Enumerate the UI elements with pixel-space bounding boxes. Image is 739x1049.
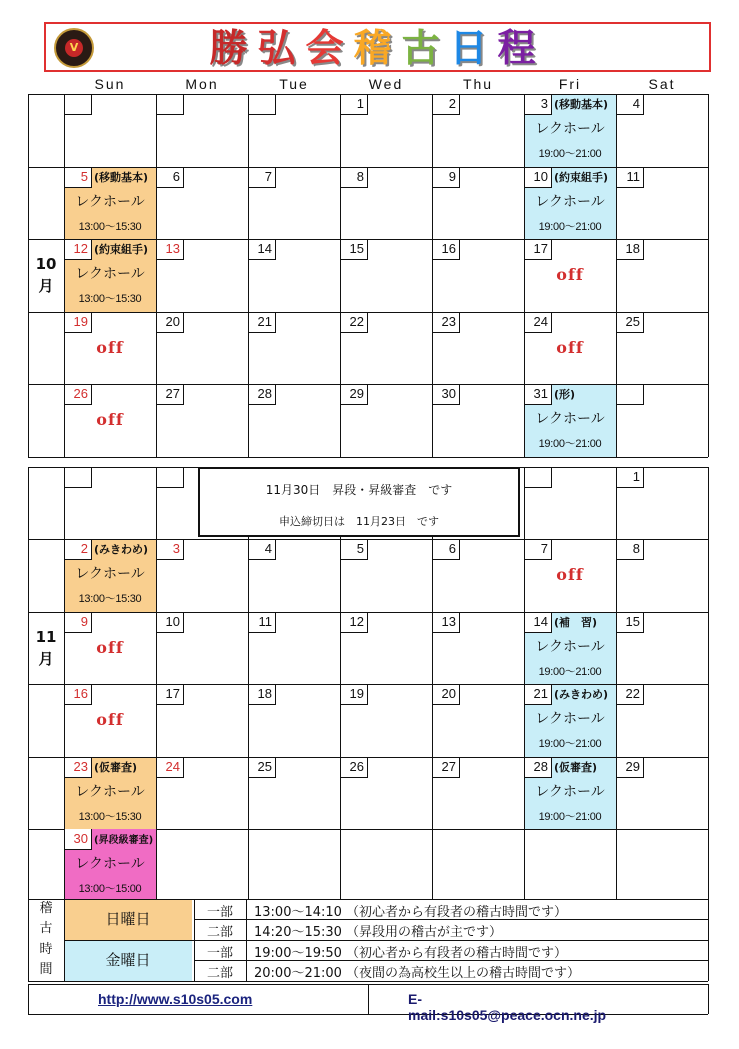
off-label: off [96,637,124,657]
day-number [64,467,92,488]
practice-time: 19:00～21:00 [538,438,602,450]
schedule-time-text: 20:00～21:00 （夜間の為高校生以上の稽古時間です） [254,966,581,981]
practice-location: レクホール [535,783,605,800]
day-number: 5 [64,167,92,188]
day-number: 27 [432,757,460,778]
grid-vline [64,829,65,899]
day-cell [248,539,340,612]
practice-topic: (形) [554,388,576,401]
grid-hline [194,960,708,961]
day-cell [64,94,156,167]
day-number: 20 [156,312,184,333]
grid-vline [432,94,433,457]
day-number: 14 [524,612,552,633]
day-number: 1 [340,94,368,115]
day-cell [156,384,248,457]
title-char: 古 [401,25,450,70]
day-header-fri: Fri [558,76,582,92]
day-cell [616,757,708,830]
day-header-mon: Mon [185,76,219,92]
day-cell [616,312,708,385]
day-cell [616,539,708,612]
grid-hline [28,312,708,313]
day-cell [524,612,616,685]
day-cell [64,684,156,757]
practice-time: 13:00～15:30 [78,593,142,605]
day-number: 22 [340,312,368,333]
practice-topic: (みきわめ) [94,543,149,556]
day-cell [156,94,248,167]
grid-hline [28,94,708,95]
grid-vline [28,467,29,830]
grid-vline [64,94,65,457]
day-number [156,467,184,488]
schedule-part: 二部 [206,966,233,981]
practice-location: レクホール [75,566,145,582]
day-number: 30 [432,384,460,405]
day-cell [524,167,616,240]
day-cell [64,239,156,312]
grid-vline [64,899,65,981]
day-cell [248,384,340,457]
practice-location: レクホール [75,783,145,800]
day-cell [524,684,616,757]
notice-line: 申込締切日は 11月23日 です [279,514,439,528]
day-number: 18 [616,239,644,260]
day-cell [64,384,156,457]
day-number [524,467,552,488]
practice-location: レクホール [535,411,605,427]
day-cell [64,757,156,830]
grid-hline [28,981,708,982]
day-number: 24 [524,312,552,333]
day-number: 25 [248,757,276,778]
grid-vline [708,899,709,981]
day-number: 7 [524,539,552,560]
grid-vline [64,467,65,830]
day-cell [432,384,524,457]
schedule-part: 二部 [206,925,233,940]
day-cell [156,684,248,757]
day-number: 8 [616,539,644,560]
day-cell [340,167,432,240]
day-cell [64,467,156,540]
day-cell [64,167,156,240]
day-number: 13 [432,612,460,633]
website-link[interactable]: http://www.s10s05.com [98,990,253,1007]
day-number: 17 [524,239,552,260]
day-cell [616,384,708,457]
day-number: 30 [64,829,92,850]
grid-vline [708,467,709,830]
practice-location: レクホール [535,121,605,137]
practice-topic: (移動基本) [554,98,609,111]
day-cell [156,167,248,240]
schedule-side-label: 稽 古 時 間 [39,900,53,977]
day-number: 11 [248,612,276,633]
off-label: off [556,337,584,357]
grid-vline [248,829,249,899]
title-char: 会 [305,25,354,70]
notice-line: 11月30日 昇段・昇級審査 です [265,482,453,497]
day-number: 31 [524,384,552,405]
grid-hline [28,899,708,900]
day-cell [524,94,616,167]
grid-vline [28,899,29,981]
practice-time: 13:00～15:30 [78,810,142,823]
practice-topic: (仮審査) [94,760,138,774]
day-cell [156,539,248,612]
practice-topic: (約束組手) [94,243,149,256]
day-number: 28 [248,384,276,405]
day-cell [432,239,524,312]
day-cell [340,239,432,312]
grid-vline [340,829,341,899]
practice-location: レクホール [75,193,145,210]
day-cell [248,94,340,167]
schedule-part: 一部 [206,945,233,961]
day-number: 23 [432,312,460,333]
practice-location: レクホール [535,711,605,727]
grid-hline [28,757,708,758]
day-number: 6 [432,539,460,560]
day-number: 17 [156,684,184,705]
day-cell [616,467,708,540]
grid-vline [248,94,249,457]
club-logo: V [54,28,94,68]
off-label: off [556,565,584,584]
day-number: 4 [248,539,276,560]
day-cell [248,757,340,830]
day-number: 26 [340,757,368,778]
practice-time: 19:00～21:00 [538,810,602,823]
off-label: off [96,410,124,429]
day-cell [248,612,340,685]
grid-vline [524,467,525,830]
day-number [156,94,184,115]
grid-hline [28,384,708,385]
day-number: 2 [64,539,92,560]
day-number: 26 [64,384,92,405]
off-label: off [96,710,124,729]
month-label-nov: 11 月 [35,627,57,668]
schedule-time-text: 19:00～19:50 （初心者から有段者の稽古時間です） [254,945,568,961]
practice-topic: (みきわめ) [554,688,609,701]
day-number: 3 [156,539,184,560]
day-number: 14 [248,239,276,260]
practice-topic: (補 習) [554,615,598,629]
title-char: 弘 [257,25,306,70]
grid-vline [368,984,369,1014]
grid-vline [616,94,617,457]
off-label: off [556,265,584,284]
day-number: 21 [248,312,276,333]
day-cell [340,684,432,757]
grid-hline [194,919,708,920]
title-char: 勝 [209,25,258,70]
day-number: 2 [432,94,460,115]
day-cell [432,757,524,830]
day-number: 12 [340,612,368,633]
day-number: 16 [64,684,92,705]
grid-vline [246,899,247,981]
grid-hline [28,539,708,540]
day-number: 18 [248,684,276,705]
schedule-part: 一部 [206,904,233,920]
day-number: 27 [156,384,184,405]
practice-location: レクホール [75,856,145,872]
day-header-sat: Sat [648,76,676,92]
grid-vline [28,829,29,899]
grid-vline [616,467,617,830]
day-number [64,94,92,115]
email-address: E-mail:s10s05@peace.ocn.ne.jp [408,990,607,1023]
day-cell [432,539,524,612]
practice-location: レクホール [535,638,605,655]
page-title [46,26,709,70]
day-cell [64,612,156,685]
schedule-time-text: 13:00～14:10 （初心者から有段者の稽古時間です） [254,904,568,920]
day-number: 10 [156,612,184,633]
day-cell [248,312,340,385]
day-cell [340,757,432,830]
day-cell [64,312,156,385]
grid-vline [708,94,709,457]
day-cell [156,612,248,685]
practice-time: 13:00～15:30 [78,293,142,305]
practice-topic: (昇段級審査) [94,835,154,846]
day-cell [156,312,248,385]
day-number: 5 [340,539,368,560]
grid-vline [524,94,525,457]
title-banner [44,22,711,72]
day-cell [340,539,432,612]
exam-notice [198,467,520,538]
grid-vline [708,984,709,1014]
month-label-oct: 10 月 [35,255,57,296]
grid-vline [708,829,709,899]
off-label: off [96,337,124,357]
grid-vline [194,899,195,981]
schedule-day-label: 日曜日 [64,899,192,940]
grid-vline [616,829,617,899]
day-number: 13 [156,239,184,260]
grid-hline [28,684,708,685]
day-cell [524,312,616,385]
day-number: 15 [340,239,368,260]
day-cell [616,684,708,757]
day-cell [524,467,616,540]
day-cell [156,757,248,830]
day-cell [248,239,340,312]
practice-time: 19:00～21:00 [538,738,602,750]
day-header-wed: Wed [368,76,404,92]
practice-time: 19:00～21:00 [538,220,602,233]
day-cell [156,239,248,312]
day-cell [432,167,524,240]
day-cell [340,384,432,457]
day-cell [340,612,432,685]
day-number: 1 [616,467,644,488]
day-cell [432,684,524,757]
day-cell [432,312,524,385]
title-char: 程 [497,25,546,70]
day-number [248,94,276,115]
day-number: 24 [156,757,184,778]
practice-topic: (約束組手) [554,170,609,184]
day-cell [248,167,340,240]
practice-time: 13:00～15:00 [78,883,142,895]
day-number: 16 [432,239,460,260]
practice-location: レクホール [535,193,605,210]
day-number: 3 [524,94,552,115]
grid-vline [432,829,433,899]
day-cell [616,167,708,240]
day-number: 7 [248,167,276,188]
day-cell [524,539,616,612]
day-cell [432,94,524,167]
grid-vline [156,829,157,899]
grid-hline [28,239,708,240]
day-number: 19 [64,312,92,333]
grid-hline [28,457,708,458]
practice-topic: (仮審査) [554,760,598,774]
day-number: 11 [616,167,644,188]
day-cell [616,94,708,167]
schedule-day-label: 金曜日 [64,940,192,981]
day-number: 29 [616,757,644,778]
day-number: 22 [616,684,644,705]
grid-vline [524,829,525,899]
day-number: 9 [432,167,460,188]
day-cell [616,239,708,312]
grid-vline [156,467,157,830]
day-number [616,384,644,405]
day-number: 23 [64,757,92,778]
day-cell [340,312,432,385]
day-cell [248,684,340,757]
day-number: 21 [524,684,552,705]
grid-vline [156,94,157,457]
day-number: 15 [616,612,644,633]
day-cell [524,384,616,457]
day-number: 25 [616,312,644,333]
grid-vline [28,984,29,1014]
day-cell [524,239,616,312]
day-number: 20 [432,684,460,705]
title-char: 稽 [353,25,402,70]
day-number: 10 [524,167,552,188]
practice-time: 13:00～15:30 [78,220,142,233]
grid-hline [28,612,708,613]
day-cell [616,612,708,685]
day-number: 29 [340,384,368,405]
grid-hline [64,940,194,941]
day-header-thu: Thu [462,76,494,92]
day-number: 19 [340,684,368,705]
day-header-tue: Tue [279,76,309,92]
practice-topic: (移動基本) [94,170,149,184]
grid-vline [28,94,29,457]
day-cell [64,539,156,612]
practice-location: レクホール [75,266,145,282]
day-number: 4 [616,94,644,115]
day-number: 28 [524,757,552,778]
practice-time: 19:00～21:00 [538,665,602,678]
day-cell [64,829,156,899]
day-number: 12 [64,239,92,260]
grid-hline [28,167,708,168]
day-cell [340,94,432,167]
practice-time: 19:00～21:00 [538,148,602,160]
day-number: 8 [340,167,368,188]
schedule-time-text: 14:20～15:30 （昇段用の稽古が主です） [254,925,503,940]
day-header-sun: Sun [94,76,126,92]
day-cell [524,757,616,830]
day-number: 6 [156,167,184,188]
title-char: 日 [449,25,498,70]
grid-vline [340,94,341,457]
day-cell [432,612,524,685]
grid-hline [194,940,708,941]
day-number: 9 [64,612,92,633]
